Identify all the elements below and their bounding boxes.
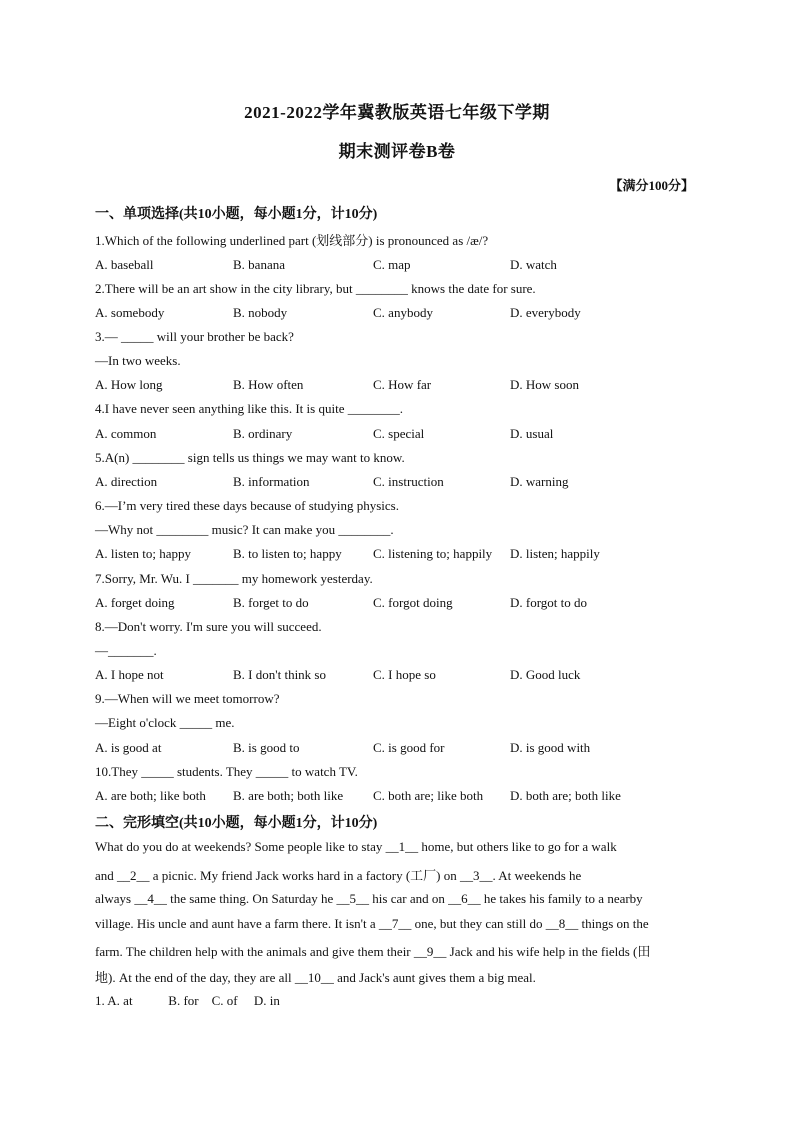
question-4-stem: 4.I have never seen anything like this. It is quite ________. xyxy=(95,401,403,416)
option-d: D. listen; happily xyxy=(510,546,600,561)
passage-line-3: always __4__ the same thing. On Saturday he __5__ his car and on __6__ he takes his family to a nearby xyxy=(95,891,643,906)
option-c: C. map xyxy=(373,257,411,272)
section1-heading: 一、单项选择(共10小题，每小题1分，计10分) xyxy=(95,207,378,222)
question-7-stem: 7.Sorry, Mr. Wu. I _______ my homework yesterday. xyxy=(95,571,373,586)
option-c: C. anybody xyxy=(373,305,433,320)
question-4-options xyxy=(95,426,715,444)
option-a: A. forget doing xyxy=(95,595,175,610)
question-5-options xyxy=(95,474,715,492)
option-b: B. information xyxy=(233,474,310,489)
question-6-stem: 6.—I’m very tired these days because of studying physics. xyxy=(95,498,399,513)
option-a: A. direction xyxy=(95,474,158,489)
question-3-options xyxy=(95,377,715,395)
question-6-answer-line: —Why not ________ music? It can make you ________. xyxy=(95,522,394,537)
option-c: C. special xyxy=(373,426,425,441)
question-2-options xyxy=(95,305,715,323)
option-b: B. are both; both like xyxy=(233,788,344,803)
option-b: B. ordinary xyxy=(233,426,293,441)
question-3-stem: 3.— _____ will your brother be back? xyxy=(95,329,294,344)
option-b: B. I don't think so xyxy=(233,667,326,682)
option-d: D. usual xyxy=(510,426,554,441)
question-8-options xyxy=(95,667,715,685)
option-b: B. nobody xyxy=(233,305,288,320)
option-c: C. both are; like both xyxy=(373,788,484,803)
passage-line-5: farm. The children help with the animals and give them their __9__ Jack and his wife help in the fields (田 xyxy=(95,944,651,959)
question-10-stem: 10.They _____ students. They _____ to watch TV. xyxy=(95,764,358,779)
option-c: C. I hope so xyxy=(373,667,436,682)
option-b: B. to listen to; happy xyxy=(233,546,342,561)
option-a: A. How long xyxy=(95,377,163,392)
option-b: B. How often xyxy=(233,377,304,392)
question-3-answer-line: —In two weeks. xyxy=(95,353,181,368)
question-6-options xyxy=(95,546,715,564)
option-c: C. instruction xyxy=(373,474,444,489)
option-d: D. everybody xyxy=(510,305,581,320)
question-10-options xyxy=(95,788,715,806)
question-9-options xyxy=(95,740,715,758)
option-d: D. Good luck xyxy=(510,667,581,682)
option-b: B. banana xyxy=(233,257,285,272)
option-d: D. warning xyxy=(510,474,569,489)
question-7-options xyxy=(95,595,715,613)
exam-subtitle: 期末测评卷B卷 xyxy=(338,142,456,161)
question-9-answer-line: —Eight o'clock _____ me. xyxy=(95,715,235,730)
passage-line-6: 地). At the end of the day, they are all __10__ and Jack's aunt gives them a big meal. xyxy=(95,970,536,985)
passage-line-1: What do you do at weekends? Some people like to stay __1__ home, but others like to go for a walk xyxy=(95,839,617,854)
option-d: D. How soon xyxy=(510,377,579,392)
option-c: C. is good for xyxy=(373,740,445,755)
full-score-label: 【满分100分】 xyxy=(609,178,694,193)
question-5-stem: 5.A(n) ________ sign tells us things we may want to know. xyxy=(95,450,405,465)
option-b: B. forget to do xyxy=(233,595,309,610)
exam-title: 2021-2022学年冀教版英语七年级下学期 xyxy=(244,103,550,122)
section2-heading: 二、完形填空(共10小题，每小题1分，计10分) xyxy=(95,816,378,831)
option-a: A. somebody xyxy=(95,305,165,320)
option-c: C. listening to; happily xyxy=(373,546,493,561)
option-c: C. How far xyxy=(373,377,432,392)
option-d: D. forgot to do xyxy=(510,595,588,610)
option-a: A. is good at xyxy=(95,740,162,755)
option-a: A. baseball xyxy=(95,257,154,272)
cloze-question-1-options: 1. A. at B. for C. of D. in xyxy=(95,993,280,1008)
option-a: A. listen to; happy xyxy=(95,546,192,561)
option-a: A. are both; like both xyxy=(95,788,206,803)
question-2-stem: 2.There will be an art show in the city library, but ________ knows the date for sure. xyxy=(95,281,536,296)
option-c: C. forgot doing xyxy=(373,595,453,610)
question-8-stem: 8.—Don't worry. I'm sure you will succeed. xyxy=(95,619,322,634)
question-1-stem: 1.Which of the following underlined part (划线部分) is pronounced as /æ/? xyxy=(95,233,489,248)
option-b: B. is good to xyxy=(233,740,300,755)
passage-line-4: village. His uncle and aunt have a farm there. It isn't a __7__ one, but they can still do __8__ things on the xyxy=(95,916,649,931)
option-d: D. watch xyxy=(510,257,557,272)
option-a: A. common xyxy=(95,426,157,441)
question-8-answer-line: —_______. xyxy=(95,643,157,658)
question-1-options xyxy=(95,257,715,275)
option-d: D. is good with xyxy=(510,740,591,755)
option-a: A. I hope not xyxy=(95,667,164,682)
option-d: D. both are; both like xyxy=(510,788,621,803)
question-9-stem: 9.—When will we meet tomorrow? xyxy=(95,691,280,706)
passage-line-2: and __2__ a picnic. My friend Jack works hard in a factory (工厂) on __3__. At weekends he xyxy=(95,868,582,883)
